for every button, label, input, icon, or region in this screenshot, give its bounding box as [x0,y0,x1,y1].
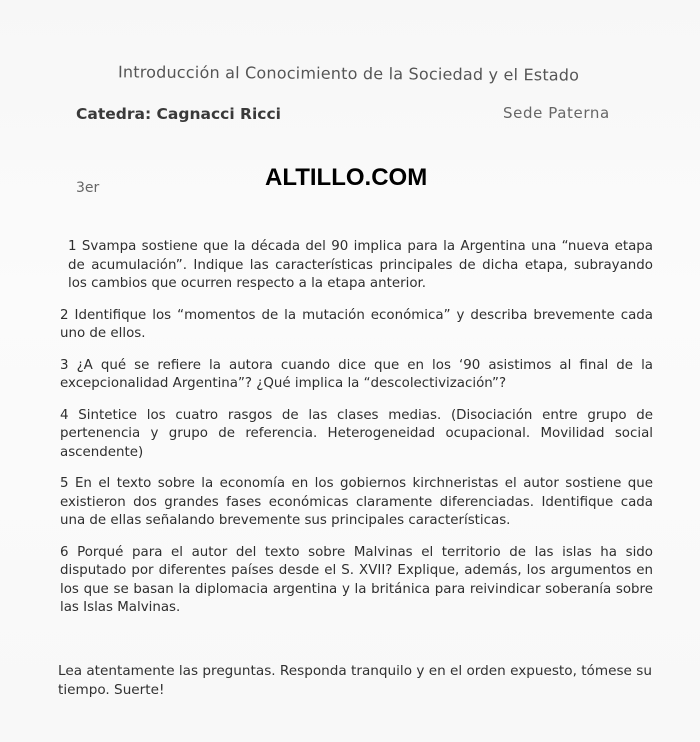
question-2: 2 Identifique los “momentos de la mutación económica” y describa brevemente cada uno de ellos. [60,307,653,341]
question-4: 4 Sintetice los cuatro rasgos de las clases medias. (Disociación entre grupo de pertenencia y grupo de referencia. Heterogeneidad ocupacional. Movilidad social ascendente) [60,407,653,460]
exam-title: Introducción al Conocimiento de la Sociedad y el Estado [117,62,580,85]
questions-list [60,238,653,631]
parcial-label: 3er [76,180,100,196]
sede-label: Sede Paterna [503,104,610,122]
question-3: 3 ¿A qué se refiere la autora cuando dice que en los ‘90 asistimos al final de la excepcionalidad Argentina”? ¿Qué implica la “descolectivización”? [60,357,653,391]
question-5: 5 En el texto sobre la economía en los gobiernos kirchneristas el autor sostiene que existieron dos grandes fases económicas claramente diferenciadas. Identifique cada una de ellas señalando brevemente sus principales características. [60,476,653,528]
question-6: 6 Porqué para el autor del texto sobre Malvinas el territorio de las islas ha sido disputado por diferentes países desde el S. XVII? Explique, además, los argumentos en los que se basan la diplomacia argentina y la británica para reivindicar soberanía sobre las Islas Malvinas. [60,544,653,615]
closing-instructions: Lea atentamente las preguntas. Responda tranquilo y en el orden expuesto, tómese su tiempo. Suerte! [58,663,652,698]
question-1: 1 Svampa sostiene que la década del 90 implica para la Argentina una “nueva etapa de acumulación”. Indique las características principales de dicha etapa, subrayando los cambios que ocurren respecto a la etapa anterior. [68,239,653,291]
catedra-label: Catedra: Cagnacci Ricci [76,105,281,123]
watermark-logo: ALTILLO.COM [265,164,428,191]
